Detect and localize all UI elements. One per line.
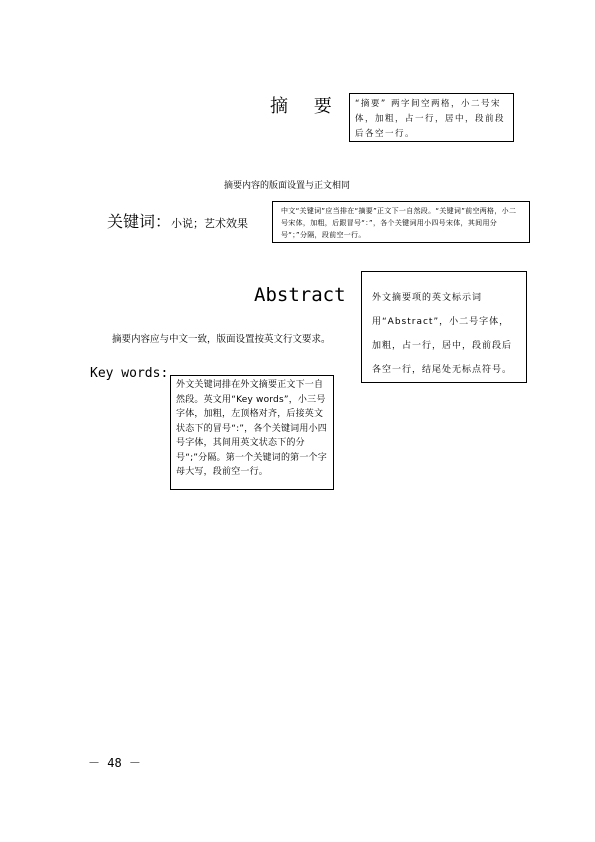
keywords-cn-value: 小说；艺术效果 xyxy=(171,217,249,230)
keywords-cn-note xyxy=(272,201,530,243)
abstract-en-body-note: 摘要内容应与中文一致，版面设置按英文行文要求。 xyxy=(112,334,331,345)
abstract-cn-body-note: 摘要内容的版面设置与正文相同 xyxy=(224,181,351,191)
keywords-cn-note-text: 中文“关键词”应当排在“摘要”正文下一自然段。“关键词”前空两格，小二号宋体，加粗，后跟冒号“：”，各个关键词用小四号宋体，其间用分号“；”分隔，段前空一行。 xyxy=(281,207,517,239)
keywords-cn-label: 关键词： xyxy=(107,212,172,231)
abstract-en-title-note xyxy=(361,271,527,383)
keywords-en-note xyxy=(170,375,334,490)
abstract-cn-title: 摘 要 xyxy=(270,96,342,117)
abstract-cn-title-note xyxy=(349,93,514,142)
abstract-cn-title-note-text: “摘要” 两字间空两格，小二号宋体，加粗，占一行，居中，段前段后各空一行。 xyxy=(355,99,506,139)
keywords-en-label: Key words: xyxy=(90,366,169,381)
keywords-cn-line xyxy=(107,209,248,232)
abstract-en-title: Abstract xyxy=(254,284,346,306)
abstract-en-title-note-text: 外文摘要项的英文标示词用“Abstract”，小二号字体，加粗，占一行，居中，段前段后各空一行，结尾处无标点符号。 xyxy=(372,293,513,375)
keywords-en-note-text: 外文关键词排在外文摘要正文下一自然段。英文用“Key words”，小三号字体，加粗，左顶格对齐，后接英文状态下的冒号“:”，各个关键词用小四号字体，其间用英文状态下的分号“;”分隔。第一个关键词的第一个字母大写，段前空一行。 xyxy=(176,380,327,477)
page-number: － 48 － xyxy=(88,756,141,770)
